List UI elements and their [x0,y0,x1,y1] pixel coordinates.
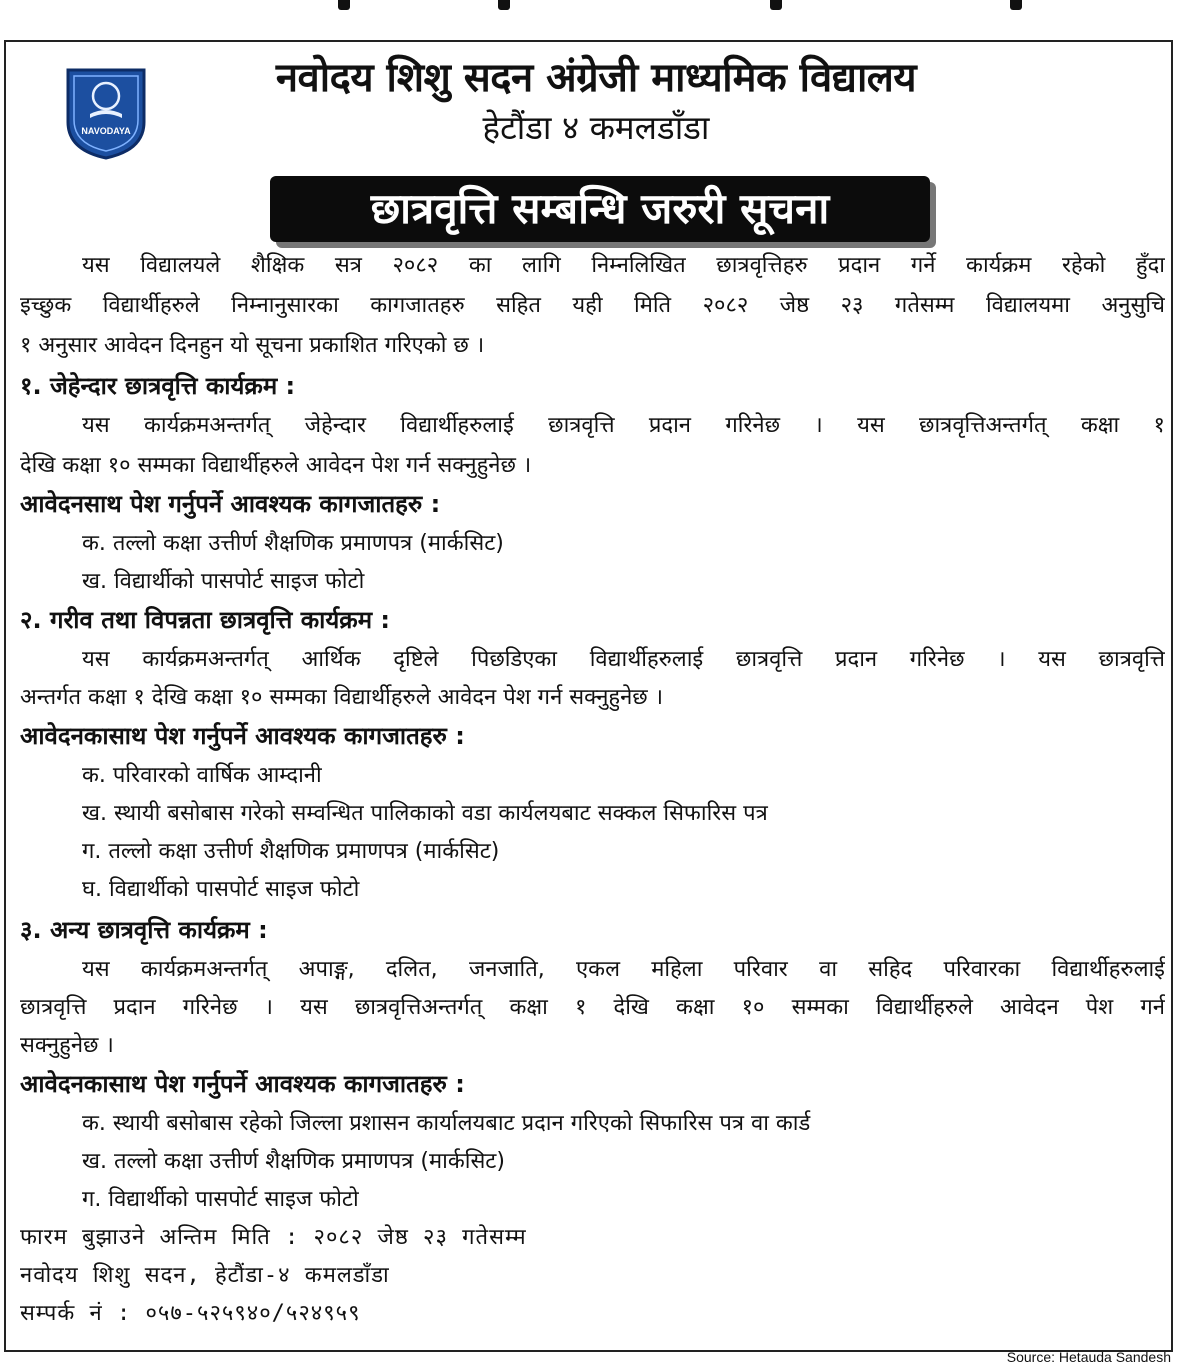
notice-title-banner [270,176,930,242]
section1-doc-item: क. तल्लो कक्षा उत्तीर्ण शैक्षणिक प्रमाणपत्र (मार्कसिट) [82,531,504,556]
section1-body-line: यस कार्यक्रमअन्तर्गत् जेहेन्दार विद्यार्थीहरुलाई छात्रवृत्ति प्रदान गरिनेछ । यस छात्रवृत्तिअन्तर्गत् कक्षा १ [82,413,1165,438]
school-line: नवोदय शिशु सदन, हेटौंडा-४ कमलडाँडा [20,1263,390,1288]
section3-body-line: यस कार्यक्रमअन्तर्गत् अपाङ्ग, दलित, जनजाति, एकल महिला परिवार वा सहिद परिवारका विद्यार्थीहरुलाई [82,957,1165,982]
section3-doc-item: ग. विद्यार्थीको पासपोर्ट साइज फोटो [82,1187,359,1212]
section2-body-line: अन्तर्गत कक्षा १ देखि कक्षा १० सम्मका विद्यार्थीहरुले आवेदन पेश गर्न सक्नुहुनेछ । [20,685,664,710]
section2-doc-item: ग. तल्लो कक्षा उत्तीर्ण शैक्षणिक प्रमाणपत्र (मार्कसिट) [82,839,500,864]
section1-heading: १. जेहेन्दार छात्रवृत्ति कार्यक्रम : [20,372,296,400]
section3-doc-item: ख. तल्लो कक्षा उत्तीर्ण शैक्षणिक प्रमाणपत्र (मार्कसिट) [82,1149,505,1174]
top-mark [1010,0,1022,10]
notice-document [4,40,1173,1352]
section2-body-line: यस कार्यक्रमअन्तर्गत् आर्थिक दृष्टिले पिछडिएका विद्यार्थीहरुलाई छात्रवृत्ति प्रदान गरिनेछ । यस छात्रवृत्ति [82,647,1165,672]
deadline-line: फारम बुझाउने अन्तिम मिति : २०८२ जेष्ठ २३ गतेसम्म [20,1225,527,1250]
school-logo-icon [56,62,156,162]
section1-doc-item: ख. विद्यार्थीको पासपोर्ट साइज फोटो [82,569,365,594]
section3-body-line: छात्रवृत्ति प्रदान गरिनेछ । यस छात्रवृत्तिअन्तर्गत् कक्षा १ देखि कक्षा १० सम्मका विद्यार्थीहरुले आवेदन पेश गर्न [20,995,1165,1020]
intro-line: यस विद्यालयले शैक्षिक सत्र २०८२ का लागि निम्नलिखित छात्रवृत्तिहरु प्रदान गर्ने कार्यक्रम रहेको हुँदा [82,253,1165,278]
contact-line: सम्पर्क नं : ०५७-५२५९४०/५२४९५९ [20,1301,361,1326]
notice-title: छात्रवृत्ति सम्बन्धि जरुरी सूचना [270,176,930,242]
section2-heading: २. गरीव तथा विपन्नता छात्रवृत्ति कार्यक्रम : [20,606,390,634]
top-mark [770,0,782,10]
intro-line: इच्छुक विद्यार्थीहरुले निम्नानुसारका कागजातहरु सहित यही मिति २०८२ जेष्ठ २३ गतेसम्म विद्यालयमा अनुसुचि [20,293,1165,318]
section3-doc-item: क. स्थायी बसोबास रहेको जिल्ला प्रशासन कार्यालयबाट प्रदान गरिएको सिफारिस पत्र वा कार्ड [82,1111,811,1136]
section3-body-line: सक्नुहुनेछ । [20,1033,114,1058]
section3-docs-heading: आवेदनकासाथ पेश गर्नुपर्ने आवश्यक कागजातहरु : [20,1070,465,1098]
section1-docs-heading: आवेदनसाथ पेश गर्नुपर्ने आवश्यक कागजातहरु : [20,490,441,518]
top-mark [498,0,510,10]
logo-text: NAVODAYA [81,126,131,136]
section1-body-line: देखि कक्षा १० सम्मका विद्यार्थीहरुले आवेदन पेश गर्न सक्नुहुनेछ । [20,453,532,478]
top-mark [338,0,350,10]
section2-doc-item: घ. विद्यार्थीको पासपोर्ट साइज फोटो [82,877,360,902]
school-name: नवोदय शिशु सदन अंग्रेजी माध्यमिक विद्यालय [275,55,917,101]
intro-line: १ अनुसार आवेदन दिनहुन यो सूचना प्रकाशित गरिएको छ । [20,333,485,358]
school-address: हेटौंडा ४ कमलडाँडा [482,108,710,147]
section3-heading: ३. अन्य छात्रवृत्ति कार्यक्रम : [20,916,268,944]
source-credit: Source: Hetauda Sandesh [1006,1349,1171,1365]
top-strip [0,0,1181,30]
section2-doc-item: क. परिवारको वार्षिक आम्दानी [82,763,322,788]
section2-docs-heading: आवेदनकासाथ पेश गर्नुपर्ने आवश्यक कागजातहरु : [20,722,465,750]
section2-doc-item: ख. स्थायी बसोबास गरेको सम्वन्धित पालिकाको वडा कार्यलयबाट सक्कल सिफारिस पत्र [82,801,768,826]
